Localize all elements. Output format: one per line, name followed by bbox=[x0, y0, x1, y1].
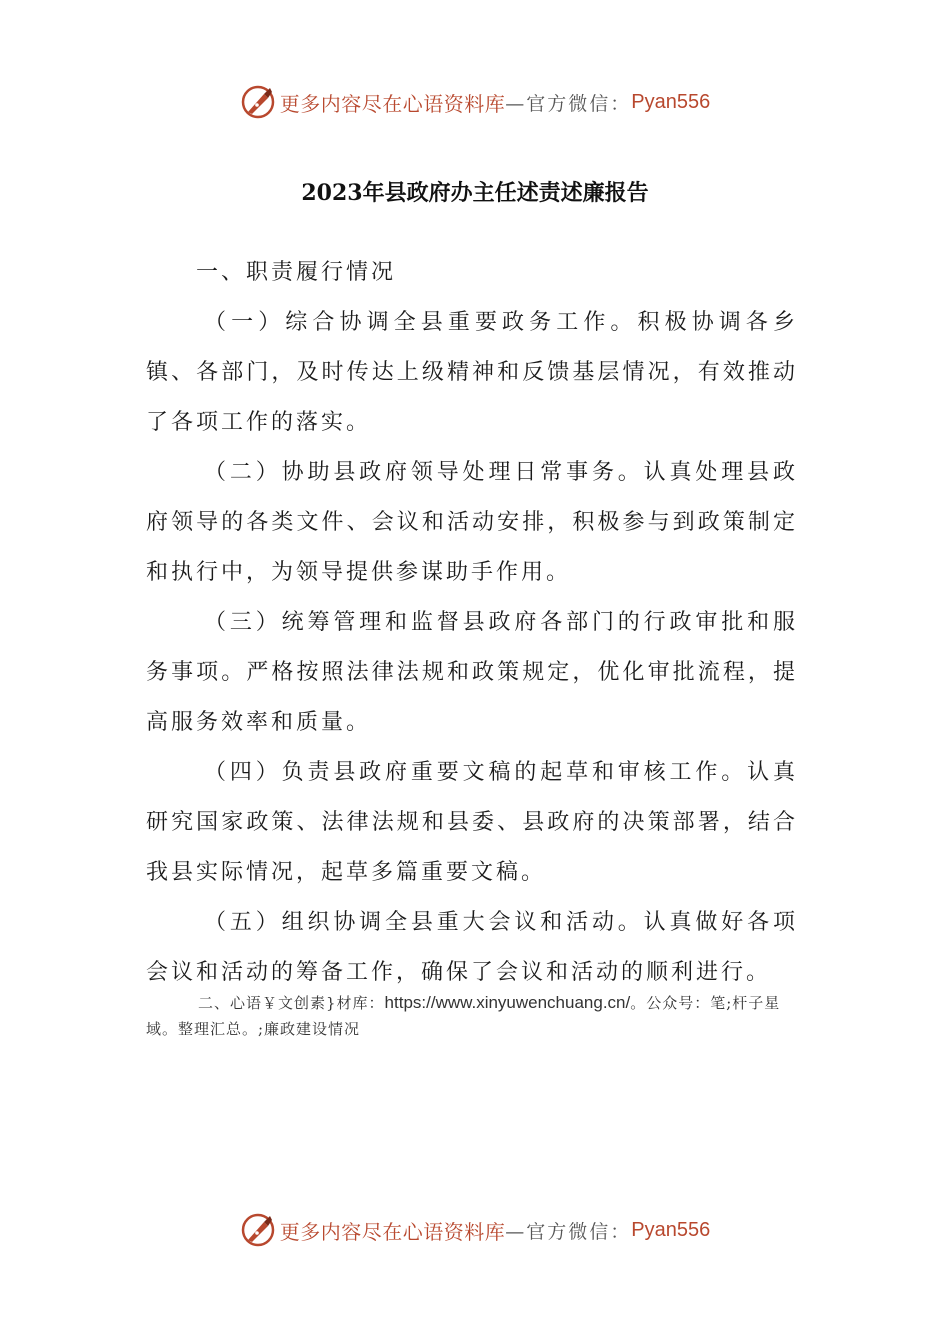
section-heading: 一、职责履行情况 bbox=[196, 260, 397, 285]
watermark-separator: —官方微信： bbox=[505, 1220, 632, 1243]
footnote-url: https://www.xinyuwenchuang.cn/ bbox=[384, 993, 631, 1012]
paragraph-5: （五）组织协调全县重大会议和活动。认真做好各项会议和活动的筹备工作，确保了会议和活动的顺利进行。 bbox=[146, 910, 798, 985]
watermark-footer bbox=[0, 1210, 950, 1250]
watermark-separator: —官方微信： bbox=[505, 92, 632, 115]
document-body bbox=[146, 248, 798, 998]
footnote-line bbox=[146, 990, 806, 1042]
watermark-text: 更多内容尽在心语资料库 bbox=[279, 91, 506, 116]
watermark-header bbox=[0, 82, 950, 122]
watermark-text: 更多内容尽在心语资料库 bbox=[279, 1219, 506, 1244]
footnote-suffix: 。公众号：笔;杆子星域。整理汇总。;廉政建设情况 bbox=[146, 994, 781, 1038]
paragraph-3: （三）统筹管理和监督县政府各部门的行政审批和服务事项。严格按照法律法规和政策规定，优化审批流程，提高服务效率和质量。 bbox=[146, 610, 798, 735]
paragraph-2: （二）协助县政府领导处理日常事务。认真处理县政府领导的各类文件、会议和活动安排，积极参与到政策制定和执行中，为领导提供参谋助手作用。 bbox=[146, 460, 798, 585]
document-title: 2023年县政府办主任述责述廉报告 bbox=[301, 180, 649, 206]
paragraph-4: （四）负责县政府重要文稿的起草和审核工作。认真研究国家政策、法律法规和县委、县政府的决策部署，结合我县实际情况，起草多篇重要文稿。 bbox=[146, 760, 798, 885]
watermark-wechat-id: Pyan556 bbox=[631, 90, 711, 113]
paragraph-1: （一）综合协调全县重要政务工作。积极协调各乡镇、各部门，及时传达上级精神和反馈基层情况，有效推动了各项工作的落实。 bbox=[146, 310, 798, 435]
pen-nib-logo-icon bbox=[240, 84, 276, 120]
watermark-wechat-id: Pyan556 bbox=[631, 1218, 711, 1241]
pen-nib-logo-icon bbox=[240, 1212, 276, 1248]
footnote-prefix: 二、心语￥文创素}材库： bbox=[198, 994, 385, 1012]
